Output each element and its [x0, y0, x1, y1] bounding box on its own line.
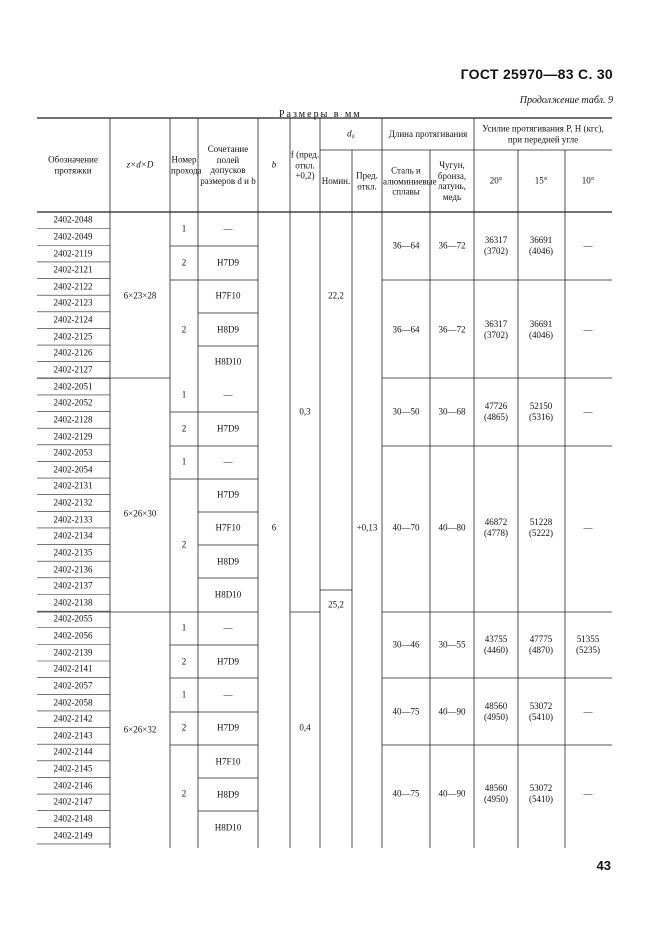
designation-cell: 2402-2148 [53, 813, 93, 824]
force-15-cell: 53072 (5410) [529, 701, 553, 722]
designation-cell: 2402-2128 [53, 414, 93, 425]
designation-cell: 2402-2055 [53, 613, 93, 624]
fit-cell: H7D9 [217, 656, 239, 667]
length-steel-cell: 36—64 [392, 240, 420, 251]
designation-cell: 2402-2143 [53, 730, 93, 741]
fit-cell: H7D9 [217, 489, 239, 500]
force-10-cell: — [583, 240, 593, 251]
fit-cell: — [223, 689, 233, 700]
pass-number-cell: 1 [181, 689, 187, 700]
designation-cell: 2402-2048 [53, 214, 93, 225]
force-20-cell: 48560 (4950) [484, 701, 508, 722]
pass-number-cell: 1 [181, 223, 187, 234]
designation-cell: 2402-2053 [53, 447, 93, 458]
force-10-cell: — [583, 406, 593, 417]
designation-cell: 2402-2131 [53, 480, 93, 491]
force-15-cell: 53072 (5410) [529, 783, 553, 804]
fit-cell: — [223, 622, 233, 633]
force-15-cell: 36691 (4046) [529, 235, 553, 256]
designation-cell: 2402-2123 [53, 297, 93, 308]
fit-cell: H8D10 [214, 589, 242, 600]
designation-cell: 2402-2052 [53, 397, 93, 408]
designation-cell: 2402-2058 [53, 697, 93, 708]
standard-header: ГОСТ 25970—83 С. 30 [460, 66, 613, 82]
pass-number-cell: 2 [181, 257, 187, 268]
force-15-cell: 36691 (4046) [529, 319, 553, 340]
col-d0-nom: Номин. [321, 175, 351, 186]
designation-cell: 2402-2138 [53, 597, 93, 608]
designation-cell: 2402-2141 [53, 663, 93, 674]
pass-number-cell: 2 [181, 423, 187, 434]
designation-cell: 2402-2136 [53, 564, 93, 575]
fit-cell: H8D9 [217, 556, 239, 567]
col-angle-20: 20° [489, 175, 503, 186]
col-d0: d₀ [347, 128, 355, 139]
force-15-cell: 51228 (5222) [529, 517, 553, 538]
pass-number-cell: 2 [181, 539, 187, 550]
b-value-cell: 6 [271, 522, 277, 533]
fit-cell: H8D9 [217, 789, 239, 800]
force-20-cell: 48560 (4950) [484, 783, 508, 804]
fit-cell: H7F10 [215, 756, 241, 767]
f-value-cell: 0,3 [299, 406, 311, 417]
fit-cell: H8D10 [214, 356, 242, 367]
col-angle-10: 10° [581, 175, 595, 186]
col-force: Усилие протягивания P, Н (кгс), при передней угле [482, 123, 604, 144]
fit-cell: H7D9 [217, 722, 239, 733]
f-value-cell: 0,4 [299, 722, 311, 733]
length-iron-cell: 40—90 [438, 788, 466, 799]
pass-number-cell: 2 [181, 324, 187, 335]
designation-cell: 2402-2129 [53, 431, 93, 441]
designation-cell: 2402-2132 [53, 497, 93, 508]
length-iron-cell: 30—55 [438, 639, 466, 650]
force-10-cell: — [583, 522, 593, 533]
length-steel-cell: 30—46 [392, 639, 420, 650]
col-designation: Обозначение протяжки [48, 154, 98, 175]
designation-cell: 2402-2127 [53, 364, 93, 375]
length-steel-cell: 40—75 [392, 788, 420, 799]
designation-cell: 2402-2056 [53, 630, 93, 641]
force-10-cell: 51355 (5235) [576, 634, 600, 655]
col-d0-dev: Пред. откл. [356, 170, 378, 191]
fit-cell: H7D9 [217, 423, 239, 434]
designation-cell: 2402-2054 [53, 464, 93, 475]
length-iron-cell: 36—72 [438, 324, 466, 335]
designation-cell: 2402-2125 [53, 331, 93, 342]
group-size-cell: 6×26×32 [123, 724, 157, 735]
length-steel-cell: 40—75 [392, 706, 420, 717]
designation-cell: 2402-2121 [53, 264, 93, 275]
designation-cell: 2402-2149 [53, 830, 93, 841]
designation-cell: 2402-2119 [53, 248, 93, 259]
d0-deviation-cell: +0,13 [356, 522, 378, 533]
force-10-cell: — [583, 788, 593, 799]
col-length-steel: Сталь и алюминиевые сплавы [383, 165, 437, 197]
designation-cell: 2402-2049 [53, 231, 93, 242]
pass-number-cell: 1 [181, 389, 187, 400]
fit-cell: H7D9 [217, 257, 239, 268]
designation-cell: 2402-2135 [53, 547, 93, 558]
designation-cell: 2402-2133 [53, 514, 93, 525]
pass-number-cell: 1 [181, 622, 187, 633]
designation-cell: 2402-2142 [53, 713, 93, 724]
designation-cell: 2402-2122 [53, 281, 93, 292]
length-steel-cell: 30—50 [392, 406, 420, 417]
fit-cell: — [223, 389, 233, 400]
pass-number-cell: 2 [181, 788, 187, 799]
length-steel-cell: 40—70 [392, 522, 420, 533]
d0-nominal-cell: 25,2 [328, 599, 344, 610]
col-pass-no: Номер прохода [171, 154, 202, 175]
designation-cell: 2402-2139 [53, 647, 93, 658]
designation-cell: 2402-2146 [53, 780, 93, 791]
designation-cell: 2402-2057 [53, 680, 93, 691]
fit-cell: — [223, 223, 233, 234]
length-steel-cell: 36—64 [392, 324, 420, 335]
col-length-iron: Чугун, бронза, латунь, медь [437, 160, 467, 202]
fit-cell: H7F10 [215, 290, 241, 301]
fit-cell: H7F10 [215, 522, 241, 533]
designation-cell: 2402-2145 [53, 763, 93, 774]
col-fits: Сочетание полей допусков размеров d и b [200, 144, 256, 186]
force-20-cell: 47726 (4865) [484, 401, 508, 422]
force-15-cell: 52150 (5316) [529, 401, 553, 422]
designation-cell: 2402-2124 [53, 314, 93, 325]
fit-cell: H8D10 [214, 822, 242, 833]
designation-cell: 2402-2144 [53, 746, 93, 757]
designation-cell: 2402-2137 [53, 580, 93, 591]
force-20-cell: 43755 (4460) [484, 634, 508, 655]
page-number: 43 [596, 858, 611, 873]
col-angle-15: 15° [534, 175, 548, 186]
units-caption: Размеры в мм [279, 109, 362, 120]
fit-cell: — [223, 456, 233, 467]
d0-nominal-cell: 22,2 [328, 290, 344, 301]
designation-cell: 2402-2134 [53, 530, 93, 541]
col-f: f (пред. откл. +0,2) [290, 149, 320, 181]
force-20-cell: 36317 (3702) [484, 235, 508, 256]
force-15-cell: 47775 (4870) [529, 634, 553, 655]
pass-number-cell: 2 [181, 722, 187, 733]
designation-cell: 2402-2051 [53, 381, 93, 392]
designation-cell: 2402-2147 [53, 796, 93, 807]
designation-cell: 2402-2126 [53, 347, 93, 358]
col-length: Длина протягивания [388, 128, 468, 139]
col-b: b [271, 159, 277, 170]
force-10-cell: — [583, 706, 593, 717]
group-size-cell: 6×23×28 [123, 290, 157, 301]
pass-number-cell: 1 [181, 456, 187, 467]
length-iron-cell: 30—68 [438, 406, 466, 417]
group-size-cell: 6×26×30 [123, 508, 157, 519]
table-continuation: Продолжение табл. 9 [519, 95, 613, 106]
length-iron-cell: 40—80 [438, 522, 466, 533]
length-iron-cell: 40—90 [438, 706, 466, 717]
force-20-cell: 46872 (4778) [484, 517, 508, 538]
length-iron-cell: 36—72 [438, 240, 466, 251]
fit-cell: H8D9 [217, 324, 239, 335]
force-10-cell: — [583, 324, 593, 335]
col-zdd: z×d×D [126, 159, 154, 170]
pass-number-cell: 2 [181, 656, 187, 667]
force-20-cell: 36317 (3702) [484, 319, 508, 340]
